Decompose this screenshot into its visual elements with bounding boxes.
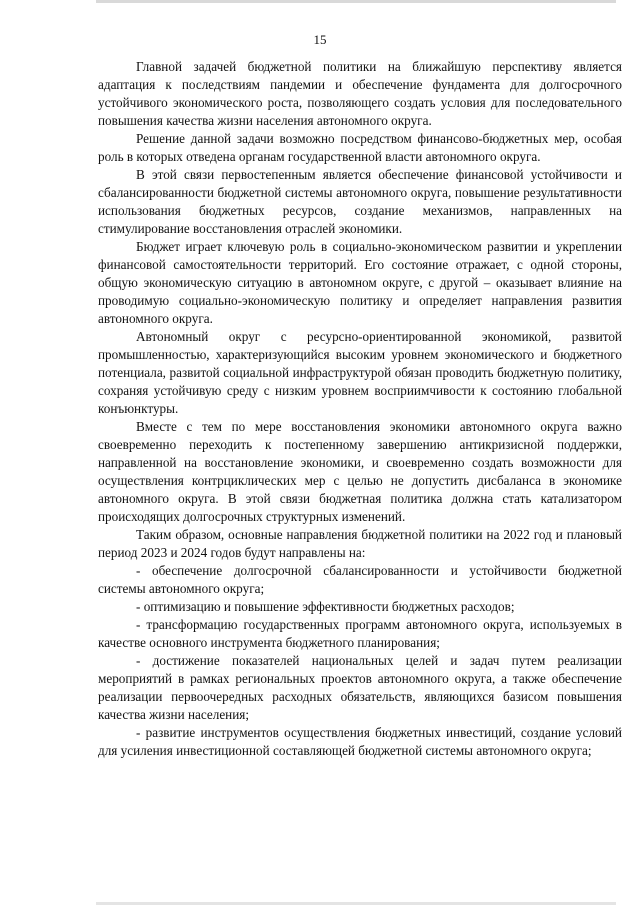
- paragraph: Таким образом, основные направления бюджетной политики на 2022 год и плановый период 2023 и 2024 годов будут направлены на:: [98, 527, 622, 560]
- list-item: - обеспечение долгосрочной сбалансированности и устойчивости бюджетной системы автономного округа;: [98, 563, 622, 596]
- paragraph: В этой связи первостепенным является обеспечение финансовой устойчивости и сбалансированности бюджетной системы автономного округа, повышение результативности использования бюджетных ресурсов, создание механизмов, направленных на стимулирование восстановления отраслей экономики.: [98, 167, 622, 236]
- document-body: [98, 58, 622, 760]
- list-item: - достижение показателей национальных целей и задач путем реализации мероприятий в рамках региональных проектов автономного округа, а также обеспечение реализации первоочередных расходных обязательств, являющихся базисом повышения качества жизни населения;: [98, 653, 622, 722]
- scan-edge-top: [96, 0, 616, 3]
- paragraph: Бюджет играет ключевую роль в социально-экономическом развитии и укреплении финансовой самостоятельности территорий. Его состояние отражает, с одной стороны, общую экономическую ситуацию в автономном округе, с другой – оказывает влияние на проводимую социально-экономическую политику и определяет направления развития автономного округа.: [98, 239, 622, 326]
- paragraph: Решение данной задачи возможно посредством финансово-бюджетных мер, особая роль в которых отведена органам государственной власти автономного округа.: [98, 131, 622, 164]
- list-item: - трансформацию государственных программ автономного округа, используемых в качестве основного инструмента бюджетного планирования;: [98, 617, 622, 650]
- list-item: - развитие инструментов осуществления бюджетных инвестиций, создание условий для усиления инвестиционной составляющей бюджетной системы автономного округа;: [98, 725, 622, 758]
- paragraph: Вместе с тем по мере восстановления экономики автономного округа важно своевременно переходить к постепенному завершению антикризисной поддержки, направленной на восстановление экономики, и своевременно создать возможности для осуществления контрциклических мер с целью не допустить дисбаланса в экономике автономного округа. В этой связи бюджетная политика должна стать катализатором происходящих долгосрочных структурных изменений.: [98, 419, 622, 524]
- paragraph: Автономный округ с ресурсно-ориентированной экономикой, развитой промышленностью, характеризующийся высоким уровнем экономического и бюджетного потенциала, развитой социальной инфраструктурой обязан проводить бюджетную политику, сохраняя устойчивую среду с низким уровнем восприимчивости к состоянию глобальной конъюнктуры.: [98, 329, 622, 416]
- page-number: 15: [313, 32, 327, 47]
- list-item: - оптимизацию и повышение эффективности бюджетных расходов;: [136, 599, 515, 614]
- paragraph: Главной задачей бюджетной политики на ближайшую перспективу является адаптация к последствиям пандемии и обеспечение фундамента для долгосрочного устойчивого экономического роста, позволяющего создать условия для последовательного повышения качества жизни населения автономного округа.: [98, 59, 622, 128]
